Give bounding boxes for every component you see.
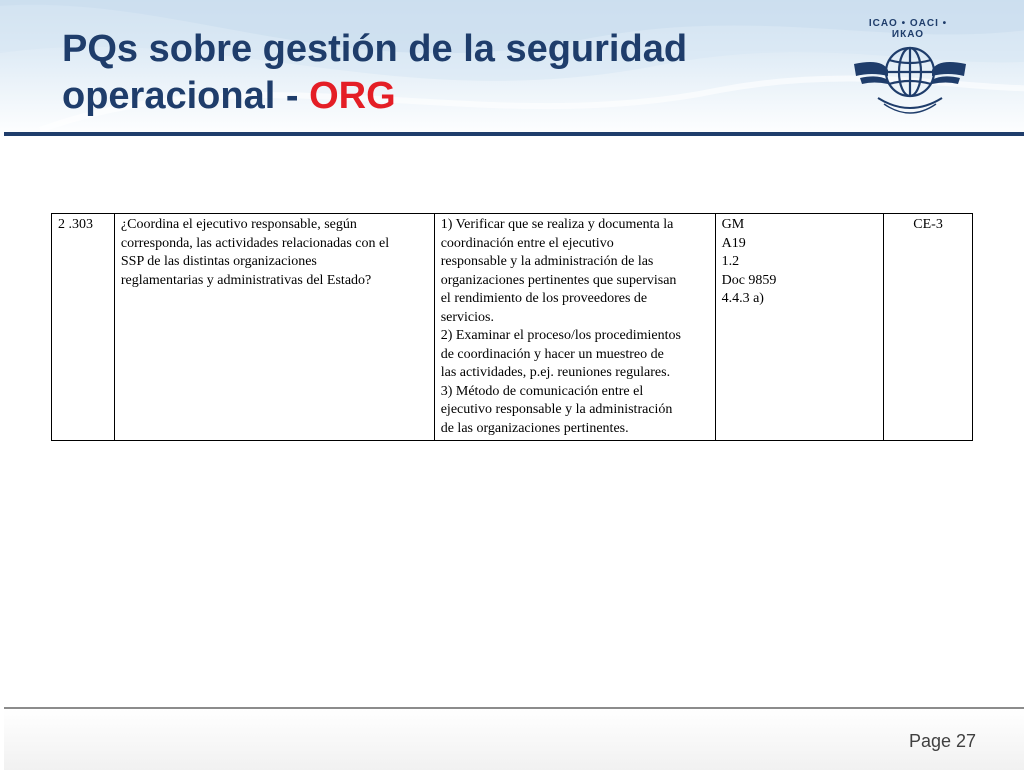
reference-line: GM [721, 217, 745, 232]
reference-line: 4.4.3 a) [721, 291, 764, 306]
slide-header [0, 0, 1024, 138]
slide-footer [4, 707, 1024, 770]
question-line: corresponda, las actividades relacionadas con el [120, 235, 390, 251]
title-accent-org: ORG [309, 75, 396, 117]
page-number: Page 27 [908, 731, 976, 751]
question-line: ¿Coordina el ejecutivo responsable, según [120, 217, 357, 232]
reference-line: 1.2 [721, 254, 740, 269]
cell-references [715, 214, 884, 441]
slide-title [62, 26, 687, 120]
guidance-line: 3) Método de comunicación entre el [440, 383, 644, 399]
question-line: SSP de las distintas organizaciones [120, 254, 317, 269]
guidance-line: las actividades, p.ej. reuniones regulares. [440, 365, 671, 380]
cell-pq-number: 2 .303 [52, 214, 115, 441]
icao-logo-text: ICAO • OACI • ИКАО [868, 18, 948, 40]
guidance-line: organizaciones pertinentes que supervisan [440, 272, 677, 288]
cell-review-guidance [434, 214, 715, 441]
pq-table [51, 213, 973, 441]
title-line-1: PQs sobre gestión de la seguridad [62, 28, 688, 70]
question-line: reglamentarias y administrativas del Estado? [120, 272, 372, 288]
guidance-line: responsable y la administración de las [440, 254, 654, 269]
guidance-line: ejecutivo responsable y la administración [440, 402, 673, 417]
guidance-line: de las organizaciones pertinentes. [440, 420, 629, 436]
guidance-line: 2) Examinar el proceso/los procedimientos [440, 328, 681, 343]
guidance-line: 1) Verificar que se realiza y documenta la [440, 217, 674, 232]
guidance-line: de coordinación y hacer un muestreo de [440, 346, 664, 362]
cell-critical-element: CE-3 [884, 214, 973, 441]
table-row [52, 214, 973, 441]
cell-question [114, 214, 434, 441]
reference-line: A19 [721, 235, 746, 251]
guidance-line: el rendimiento de los proveedores de [440, 291, 648, 306]
guidance-line: servicios. [440, 309, 494, 325]
header-divider [4, 132, 1024, 136]
title-line-2-prefix: operacional - [62, 75, 310, 117]
guidance-line: coordinación entre el ejecutivo [440, 235, 614, 251]
reference-line: Doc 9859 [721, 272, 777, 288]
